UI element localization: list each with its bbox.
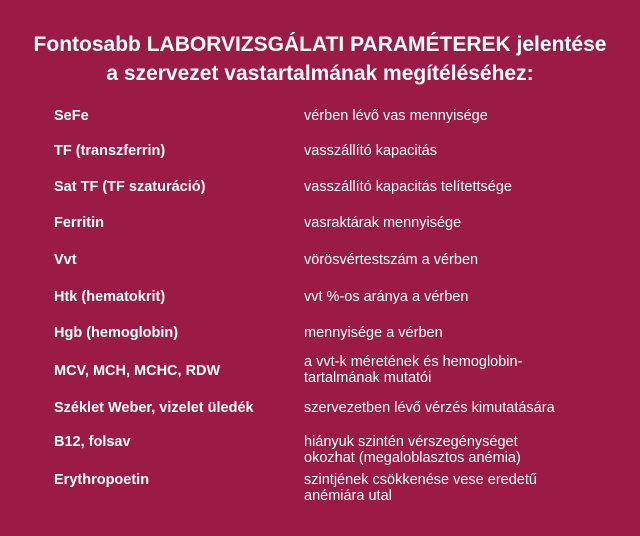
parameter-meaning: vörösvértestszám a vérben bbox=[304, 252, 479, 268]
parameter-name: Htk (hematokrit) bbox=[54, 289, 166, 305]
parameter-meaning: vérben lévő vas mennyisége bbox=[304, 108, 488, 124]
parameter-name: Széklet Weber, vizelet üledék bbox=[54, 400, 254, 416]
parameter-meaning: mennyisége a vérben bbox=[304, 325, 443, 341]
parameter-meaning: vasszállító kapacitás telítettsége bbox=[304, 179, 512, 195]
parameter-name: Erythropoetin bbox=[54, 472, 150, 488]
title-line-2: a szervezet vastartalmának megítéléséhez: bbox=[106, 62, 534, 85]
parameter-meaning: szintjének csökkenése vese eredetű anémiára utal bbox=[304, 472, 537, 504]
parameter-meaning: vasszállító kapacitás bbox=[304, 143, 437, 159]
parameter-name: Hgb (hemoglobin) bbox=[54, 325, 179, 341]
parameter-name: B12, folsav bbox=[54, 434, 131, 450]
parameter-name: Vvt bbox=[54, 252, 77, 268]
parameter-name: Sat TF (TF szaturáció) bbox=[54, 179, 206, 195]
parameter-meaning: vvt %-os aránya a vérben bbox=[304, 289, 469, 305]
parameter-name: SeFe bbox=[54, 108, 89, 124]
parameter-meaning: hiányuk szintén vérszegénységet okozhat (megaloblasztos anémia) bbox=[304, 434, 521, 466]
parameter-name: MCV, MCH, MCHC, RDW bbox=[54, 363, 221, 379]
parameter-meaning: szervezetben lévő vérzés kimutatására bbox=[304, 400, 555, 416]
parameter-name: TF (transzferrin) bbox=[54, 143, 166, 159]
parameter-name: Ferritin bbox=[54, 215, 104, 231]
title-line-1: Fontosabb LABORVIZSGÁLATI PARAMÉTEREK jelentése bbox=[33, 33, 607, 56]
parameter-meaning: vasraktárak mennyisége bbox=[304, 215, 462, 231]
parameter-meaning: a vvt-k méretének és hemoglobin-tartalmának mutatói bbox=[304, 354, 523, 386]
